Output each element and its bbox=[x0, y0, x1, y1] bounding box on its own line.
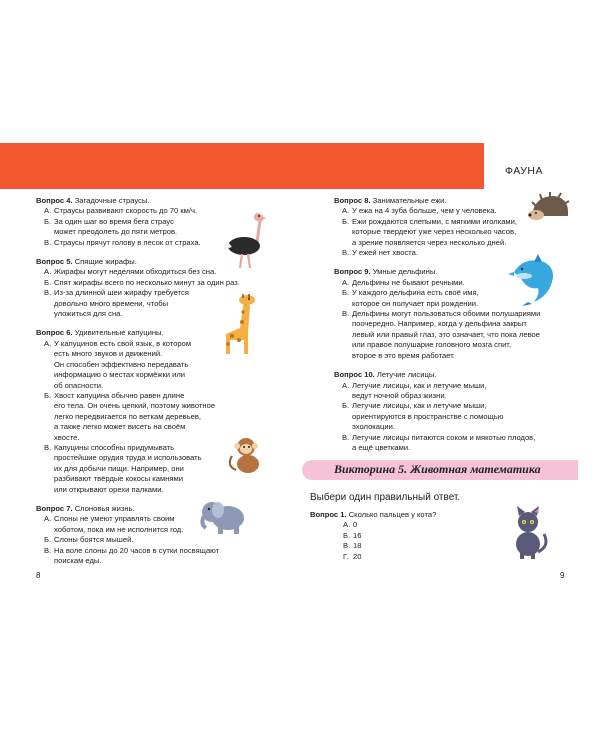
option-letter: Б. bbox=[44, 216, 52, 226]
quiz-name: Животная математика bbox=[410, 462, 541, 476]
option-text bbox=[352, 433, 574, 454]
hedgehog-icon bbox=[526, 192, 570, 224]
option-line: Летучие лисицы питаются соком и мякотью плодов, bbox=[352, 432, 536, 442]
option-line: информацию о местах кормёжки или bbox=[54, 370, 186, 380]
option-line: их для добычи пищи. Например, они bbox=[54, 463, 184, 473]
question-label: Вопрос 5. bbox=[36, 257, 73, 267]
option-letter: А. bbox=[342, 206, 350, 216]
question-title: Спящие жирафы. bbox=[74, 257, 137, 267]
option-letter: В. bbox=[44, 237, 52, 247]
option-line: есть много звуков и движений. bbox=[54, 349, 163, 359]
option-text: 20 bbox=[353, 551, 362, 561]
option-line: Ежи рождаются слепыми, с мягкими иголками, bbox=[352, 216, 517, 226]
quiz-instruction: Выбери один правильный ответ. bbox=[310, 492, 461, 503]
answer-option bbox=[334, 401, 574, 432]
option-text bbox=[352, 381, 574, 402]
option-line: легко передвигается по веткам деревьев, bbox=[54, 411, 202, 421]
option-letter: В. bbox=[343, 541, 351, 551]
option-text: 0 bbox=[353, 520, 358, 530]
answer-option bbox=[36, 535, 276, 545]
option-text bbox=[352, 309, 574, 361]
option-line: а зрение появляется через несколько дней. bbox=[352, 237, 507, 247]
option-line: второе в это время работает. bbox=[352, 350, 455, 360]
option-line: Он способен эффективно передавать bbox=[54, 359, 189, 369]
option-line: Слоны не умеют управлять своим bbox=[54, 514, 175, 524]
option-letter: В. bbox=[44, 545, 52, 555]
quiz-question bbox=[310, 510, 510, 562]
option-line: Слоны боятся мышей. bbox=[54, 535, 134, 545]
quiz-option bbox=[310, 541, 510, 551]
quiz-question-label: Вопрос 1. bbox=[310, 510, 347, 519]
zigzag-edge bbox=[0, 173, 484, 191]
question-title: Загадочные страусы. bbox=[74, 196, 150, 205]
option-line: или правое полушарие головного мозга спит, bbox=[352, 340, 512, 350]
option-line: Спят жирафы всего по несколько минут за один раз. bbox=[54, 277, 240, 287]
answer-option bbox=[334, 381, 574, 402]
option-letter: Б. bbox=[44, 535, 52, 545]
option-line: Дельфины не бывают речными. bbox=[352, 277, 465, 287]
option-letter: А. bbox=[342, 380, 350, 390]
question-label: Вопрос 8. bbox=[334, 196, 371, 205]
option-line: Летучие лисицы, как и летучие мыши, bbox=[352, 401, 487, 411]
option-letter: Б. bbox=[343, 530, 351, 540]
question-title: Занимательные ежи. bbox=[372, 196, 447, 205]
option-line: У ежа на 4 зуба больше, чем у человека. bbox=[352, 206, 497, 216]
option-line: поискам еды. bbox=[54, 556, 102, 565]
option-letter: А. bbox=[44, 206, 52, 216]
ostrich-icon bbox=[222, 212, 276, 270]
option-line: У каждого дельфина есть своё имя, bbox=[352, 288, 479, 298]
section-label: ФАУНА bbox=[504, 165, 544, 177]
option-line: довольно много времени, чтобы bbox=[54, 298, 169, 308]
option-letter: А. bbox=[44, 338, 52, 348]
option-letter: В. bbox=[342, 248, 350, 258]
question-title: Удивительные капуцины. bbox=[74, 328, 164, 338]
option-line: поочередно. Например, когда у дельфина закрыт bbox=[352, 319, 527, 329]
option-letter: А. bbox=[44, 267, 52, 277]
question-title: Слоновья жизнь. bbox=[74, 503, 135, 513]
quiz-option bbox=[310, 552, 510, 562]
question-label: Вопрос 9. bbox=[334, 267, 371, 277]
option-letter: Б. bbox=[44, 277, 52, 287]
option-letter: Б. bbox=[44, 390, 52, 400]
elephant-icon bbox=[198, 496, 248, 536]
answer-option bbox=[36, 546, 276, 567]
option-line: которые твердеют уже через несколько часов, bbox=[352, 227, 517, 237]
option-line: ориентируются в пространстве с помощью bbox=[352, 411, 504, 421]
option-line: эхолокации. bbox=[352, 422, 395, 432]
option-line: уложиться для сна. bbox=[54, 309, 123, 319]
option-line: простейшие орудия труда и использовать bbox=[54, 453, 202, 463]
right-page-content bbox=[334, 196, 574, 462]
giraffe-icon bbox=[214, 292, 266, 356]
option-text bbox=[54, 278, 276, 288]
option-line: а также легко может висеть на своём bbox=[54, 422, 186, 432]
option-line: разбивают твёрдые кокосы камнями bbox=[54, 474, 183, 484]
option-line: об опасности. bbox=[54, 380, 104, 390]
question-block bbox=[334, 370, 574, 453]
option-line: Летучие лисицы, как и летучие мыши, bbox=[352, 380, 487, 390]
option-letter: А. bbox=[343, 520, 351, 530]
monkey-icon bbox=[226, 434, 268, 476]
question-head bbox=[334, 370, 574, 380]
page-number-left: 8 bbox=[36, 571, 41, 580]
option-text bbox=[54, 546, 276, 567]
option-letter: В. bbox=[44, 288, 52, 298]
answer-option bbox=[334, 433, 574, 454]
dolphin-icon bbox=[508, 252, 560, 306]
option-line: Из-за длинной шеи жирафу требуется bbox=[54, 288, 189, 298]
quiz-question-text: Сколько пальцев у кота? bbox=[348, 510, 437, 519]
question-head bbox=[36, 196, 276, 206]
option-line: Страусы прячут голову в песок от страха. bbox=[54, 237, 201, 247]
quiz-number: Викторина 5. bbox=[334, 462, 408, 476]
option-text: 16 bbox=[353, 530, 362, 540]
option-letter: В. bbox=[44, 442, 52, 452]
page-number-right: 9 bbox=[560, 571, 565, 580]
question-label: Вопрос 10. bbox=[334, 370, 375, 380]
option-line: На воле слоны до 20 часов в сутки посвящают bbox=[54, 545, 220, 555]
option-line: а ещё цветками. bbox=[352, 442, 411, 452]
question-title: Летучие лисицы. bbox=[376, 370, 437, 380]
option-line: За один шаг во время бега страус bbox=[54, 216, 174, 226]
option-line: хоботом, пока им не исполнится год. bbox=[54, 524, 184, 534]
quiz-option bbox=[310, 531, 510, 541]
option-line: У ежей нет хвоста. bbox=[352, 248, 418, 258]
option-line: Жирафы могут неделями обходиться без сна. bbox=[54, 267, 217, 277]
option-letter: Б. bbox=[342, 288, 350, 298]
question-label: Вопрос 6. bbox=[36, 328, 73, 338]
option-letter: Б. bbox=[342, 216, 350, 226]
quiz-option bbox=[310, 520, 510, 530]
option-line: левый или правый глаз, это означает, что пока левое bbox=[352, 329, 540, 339]
option-line: Капуцины способны придумывать bbox=[54, 442, 175, 452]
answer-option bbox=[36, 278, 276, 288]
option-letter: А. bbox=[44, 514, 52, 524]
option-letter: А. bbox=[342, 277, 350, 287]
option-letter: Г. bbox=[343, 551, 349, 561]
option-line: Хвост капуцина обычно равен длине bbox=[54, 390, 185, 400]
question-label: Вопрос 7. bbox=[36, 503, 73, 513]
question-title: Умные дельфины. bbox=[372, 267, 438, 277]
cat-icon bbox=[504, 506, 552, 560]
option-line: которое он получает при рождении. bbox=[352, 298, 479, 308]
option-line: Страусы развивают скорость до 70 км/ч. bbox=[54, 206, 198, 216]
option-line: его тела. Он очень цепкий, поэтому животное bbox=[54, 401, 216, 411]
quiz-title bbox=[334, 462, 541, 477]
option-letter: В. bbox=[342, 309, 350, 319]
question-label: Вопрос 4. bbox=[36, 196, 73, 205]
option-line: или открывают орехи палками. bbox=[54, 484, 164, 494]
option-line: Дельфины могут пользоваться обоими полушариями bbox=[352, 309, 541, 319]
option-line: может преодолеть до пяти метров. bbox=[54, 227, 178, 237]
option-line: хвосте. bbox=[54, 432, 80, 442]
option-text bbox=[352, 401, 574, 432]
option-letter: Б. bbox=[342, 401, 350, 411]
option-text: 18 bbox=[353, 541, 362, 551]
option-text bbox=[54, 535, 276, 545]
answer-option bbox=[334, 309, 574, 361]
option-letter: В. bbox=[342, 432, 350, 442]
option-line: У капуцинов есть свой язык, в котором bbox=[54, 338, 192, 348]
option-line: ведут ночной образ жизни. bbox=[352, 390, 447, 400]
quiz-question-head bbox=[310, 510, 510, 520]
